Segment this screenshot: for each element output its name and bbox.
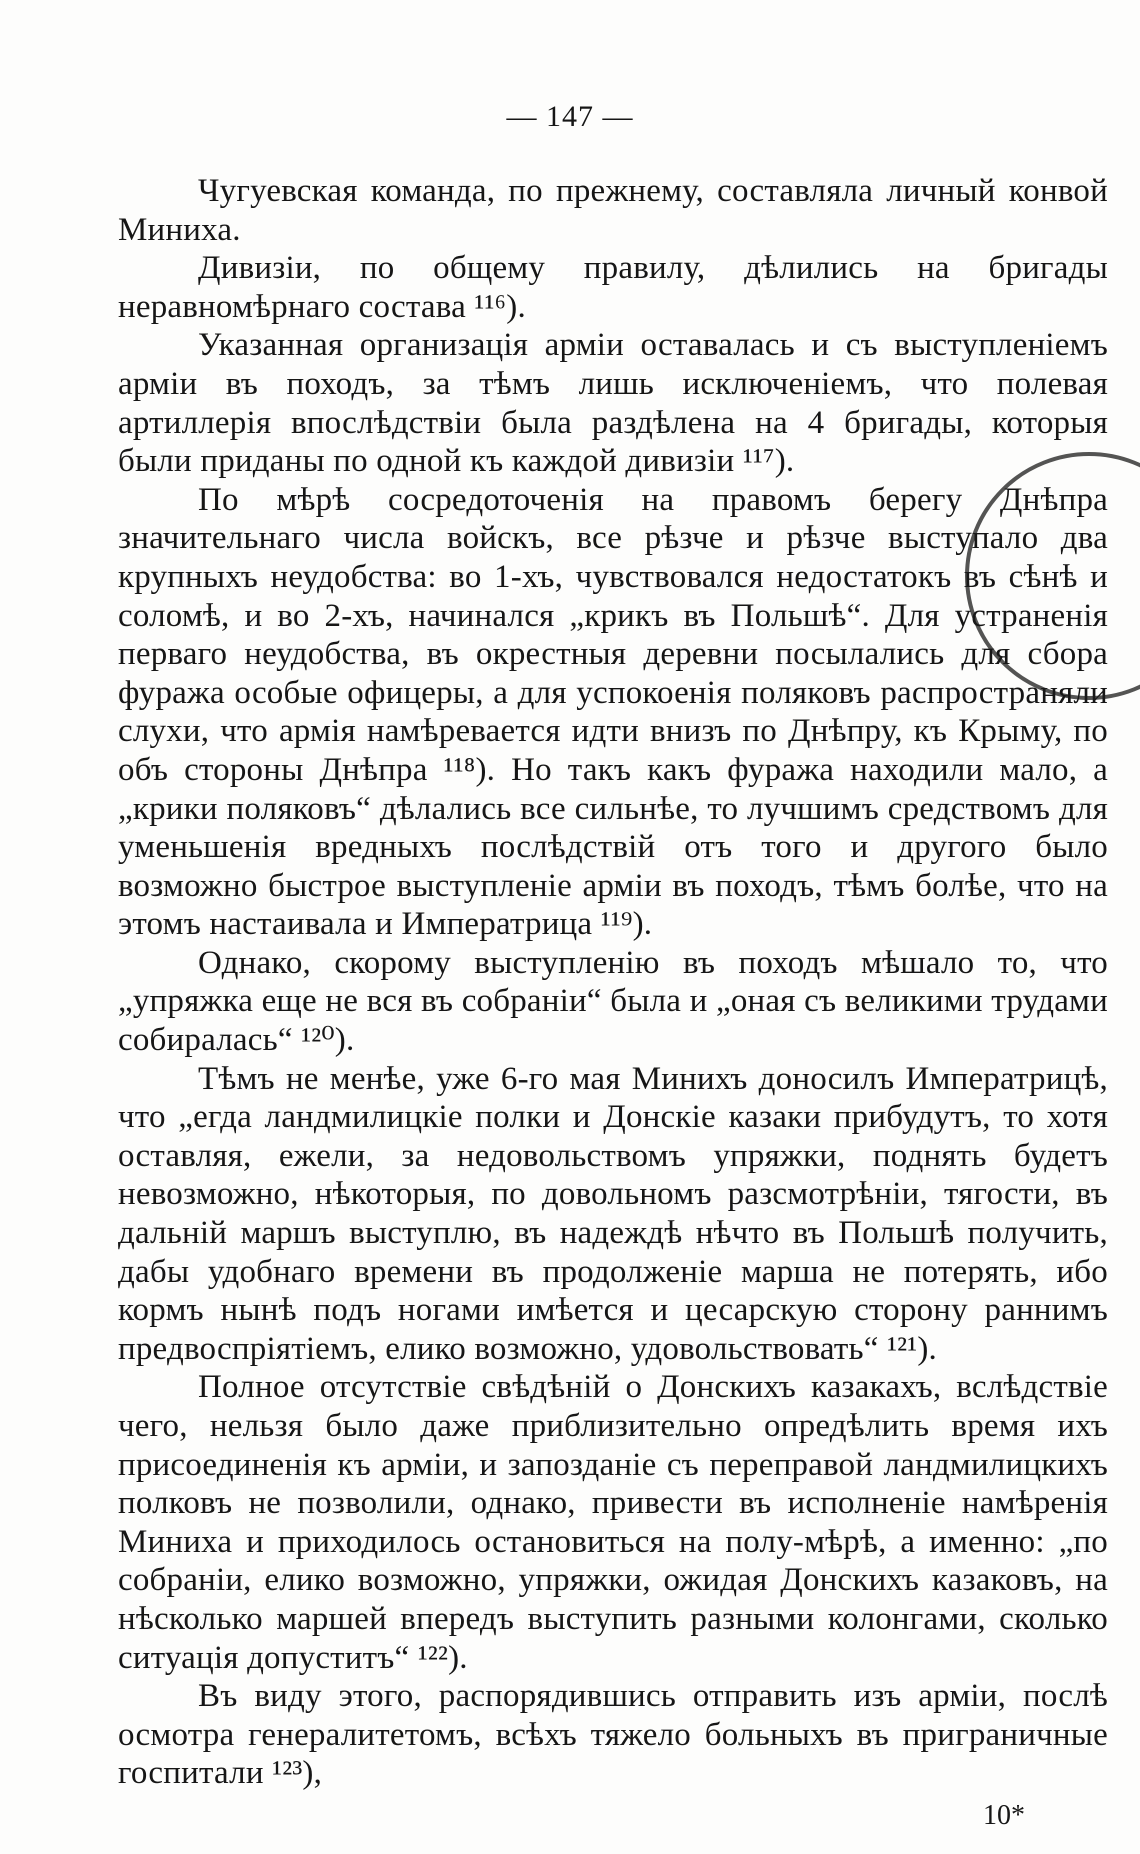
signature-mark: 10*: [983, 1800, 1025, 1831]
paragraph-3: Указанная организація арміи оставалась и съ выступленіемъ арміи въ походъ, за тѣмъ лишь исключеніемъ, что полевая артиллерія впослѣдствіи была раздѣлена на 4 бригады, которыя были приданы по одной къ каждой дивизіи ¹¹⁷).: [118, 327, 1108, 480]
paragraph-7: Полное отсутствіе свѣдѣній о Донскихъ казакахъ, вслѣдствіе чего, нельзя было даже приблизительно опредѣлить время ихъ присоединенія къ арміи, и запозданіе съ переправой ландмилицкихъ полковъ не позволили, однако, привести въ исполненіе намѣренія Миниха и приходилось остановиться на полу-мѣрѣ, а именно: „по собраніи, елико возможно, упряжки, ожидая Донскихъ казаковъ, на нѣсколько маршей впередъ выступить разными колонгами, сколько ситуація допуститъ“ ¹²²).: [118, 1369, 1108, 1676]
paragraph-4: По мѣрѣ сосредоточенія на правомъ берегу Днѣпра значительнаго числа войскъ, все рѣзче и рѣзче выступало два крупныхъ неудобства: во 1-хъ, чувствовался недостатокъ въ сѣнѣ и соломѣ, и во 2-хъ, начинался „крикъ въ Польшѣ“. Для устраненія перваго неудобства, въ окрестныя деревни посылались для сбора фуража особые офицеры, а для успокоенія поляковъ распространяли слухи, что армія намѣревается идти внизъ по Днѣпру, къ Крыму, по объ стороны Днѣпра ¹¹⁸). Но такъ какъ фуража находили мало, а „крики поляковъ“ дѣлались все сильнѣе, то лучшимъ средствомъ для уменьшенія вредныхъ послѣдствій отъ того и другого было возможно быстрое выступленіе арміи въ походъ, тѣмъ болѣе, что на этомъ настаивала и Императрица ¹¹⁹).: [118, 481, 1108, 943]
paragraph-6: Тѣмъ не менѣе, уже 6-го мая Минихъ доносилъ Императрицѣ, что „егда ландмилицкіе полки и Донскіе казаки прибудутъ, то хотя оставляя, ежели, за недовольствомъ упряжки, поднять будетъ невозможно, нѣкоторыя, по довольномъ разсмотрѣніи, тягости, въ дальній маршъ выступлю, въ надеждѣ нѣчто въ Польшѣ получить, дабы удобнаго времени въ продолженіе марша не потерять, ибо кормъ нынѣ подъ ногами имѣется и цесарскую сторону раннимъ предвоспріятіемъ, елико возможно, удовольствовать“ ¹²¹).: [118, 1060, 1108, 1367]
paragraph-5: Однако, скорому выступленію въ походъ мѣшало то, что „упряжка еще не вся въ собраніи“ была и „оная съ великими трудами собиралась“ ¹²⁰).: [118, 944, 1108, 1059]
paragraph-8: Въ виду этого, распорядившись отправить изъ арміи, послѣ осмотра генералитетомъ, всѣхъ тяжело больныхъ въ приграничные госпитали ¹²³),: [118, 1678, 1108, 1792]
paragraph-1: Чугуевская команда, по прежнему, составляла личный конвой Миниха.: [118, 173, 1108, 248]
paragraph-2: Дивизіи, по общему правилу, дѣлились на бригады неравномѣрнаго состава ¹¹⁶).: [118, 250, 1108, 325]
page-number: — 147 —: [506, 100, 634, 133]
body-text: [118, 172, 1108, 1793]
